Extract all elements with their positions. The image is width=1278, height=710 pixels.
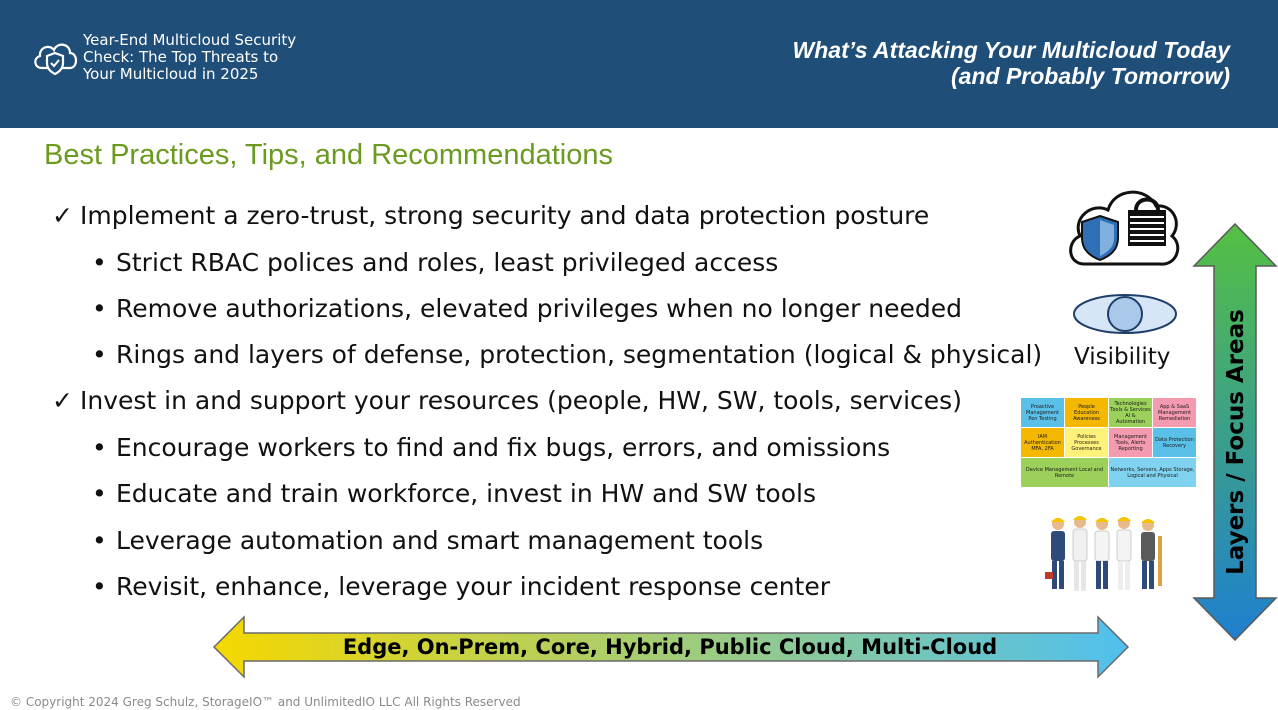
section-title: Best Practices, Tips, and Recommendations [44,139,613,171]
bullet-dot-icon: • [92,340,107,369]
bullet-dot-icon: • [92,433,107,462]
copyright-footer: © Copyright 2024 Greg Schulz, StorageIO™ and UnlimitedIO LLC All Rights Reserved [10,695,521,709]
v-arrow-label: Layers / Focus Areas [1223,309,1249,575]
bullet-text: Encourage workers to find and fix bugs, errors, and omissions [116,433,891,462]
bullet-text: Leverage automation and smart management tools [116,526,764,555]
h-arrow-label: Edge, On-Prem, Core, Hybrid, Public Cloud, Multi-Cloud [342,635,998,659]
bullet-text: Educate and train workforce, invest in HW and SW tools [116,479,816,508]
bullet-text: Rings and layers of defense, protection, segmentation (logical & physical) [116,340,1043,369]
focus-areas-puzzle [1021,398,1197,486]
slide-title-line: What’s Attacking Your Multicloud Today [792,37,1230,63]
puzzle-piece: Device Management Local and Remote [1021,458,1108,487]
slide-title-line: (and Probably Tomorrow) [951,63,1230,89]
bullet-level-2 [92,526,763,555]
bullet-level-2 [92,479,816,508]
slide-title [793,37,1230,89]
puzzle-piece: IAM Authentication MFA, 2FA [1021,428,1064,457]
check-icon: ✓ [52,386,73,415]
bullet-level-2 [92,433,890,462]
bullet-text: Revisit, enhance, leverage your incident response center [116,572,831,601]
bullet-dot-icon: • [92,479,107,508]
deck-title-line: Check: The Top Threats to [83,48,279,66]
puzzle-piece: Data Protection Recovery [1153,428,1196,457]
bullet-dot-icon: • [92,526,107,555]
cloud-icon [1064,180,1182,276]
workers-icon [1040,512,1168,596]
bullet-level-2 [92,340,1042,369]
bullet-level-2 [92,294,962,323]
puzzle-piece: Management Tools, Alerts Reporting [1109,428,1152,457]
bullet-text: Implement a zero-trust, strong security and data protection posture [80,201,930,230]
check-icon: ✓ [52,201,73,230]
puzzle-piece: App & SaaS Management Remediation [1153,398,1196,427]
bullet-text: Remove authorizations, elevated privileges when no longer needed [116,294,963,323]
bullet-dot-icon: • [92,248,107,277]
header-banner [0,0,1278,128]
bullet-text: Invest in and support your resources (people, HW, SW, tools, services) [80,386,962,415]
deck-title-line: Year-End Multicloud Security [83,31,297,49]
deck-title-line: Your Multicloud in 2025 [83,65,259,83]
bullet-level-1 [52,201,929,230]
puzzle-piece: Technologies Tools & Services AI & Automation [1109,398,1152,427]
deck-title [83,32,313,83]
bullet-dot-icon: • [92,294,107,323]
bullet-level-2 [92,572,830,601]
eye-icon [1072,292,1178,336]
bullet-level-2 [92,248,778,277]
puzzle-piece: Policies Processes Governance [1065,428,1108,457]
bullet-level-1 [52,386,962,415]
puzzle-piece: Networks, Servers, Apps Storage, Logical and Physical [1109,458,1196,487]
visibility-label: Visibility [1074,344,1171,370]
bullet-dot-icon: • [92,572,107,601]
bullet-text: Strict RBAC polices and roles, least privileged access [116,248,779,277]
cloud-shield-logo-icon [30,34,80,82]
puzzle-piece: People Education Awareness [1065,398,1108,427]
puzzle-piece: Proactive Management Pen Testing [1021,398,1064,427]
